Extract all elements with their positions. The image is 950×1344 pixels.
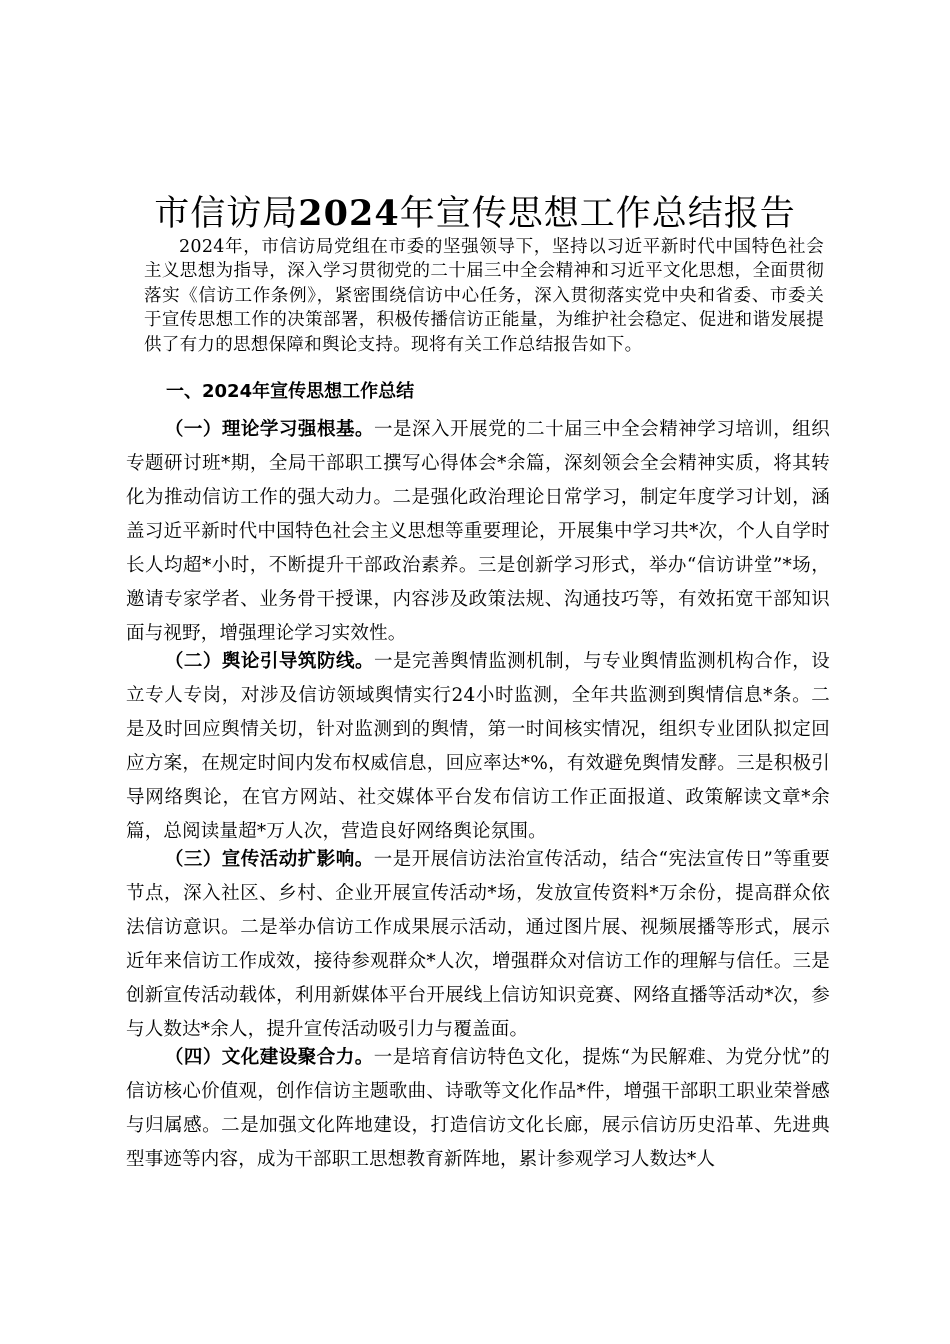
intro-paragraph: 2024年，市信访局党组在市委的坚强领导下，坚持以习近平新时代中国特色社会主义思想为指导，深入学习贯彻党的二十届三中全会精神和习近平文化思想，全面贯彻落实《信访工作条例》，紧密围绕信访中心任务，深入贯彻落实党中央和省委、市委关于宣传思想工作的决策部署，积极传播信访正能量，为维护社会稳定、促进和谐发展提供了有力的思想保障和舆论支持。现将有关工作总结报告如下。 <box>144 237 824 355</box>
section-lead-3: （三）宣传活动扩影响。 <box>164 849 374 870</box>
title-year: 2024 <box>298 193 400 235</box>
section-body-2: 一是完善舆情监测机制，与专业舆情监测机构合作，设立专人专岗，对涉及信访领域舆情实行24小时监测，全年共监测到舆情信息*条。二是及时回应舆情关切，针对监测到的舆情，第一时间核实情况，组织专业团队拟定回应方案，在规定时间内发布权威信息，回应率达*%，有效避免舆情发酵。三是积极引导网络舆论，在官方网站、社交媒体平台发布信访工作正面报道、政策解读文章*余篇，总阅读量超*万人次，营造良好网络舆论氛围。 <box>126 651 831 842</box>
title-prefix: 市信访局 <box>154 194 299 235</box>
section-paragraph-4 <box>126 1041 830 1177</box>
section-body-4: 一是培育信访特色文化，提炼“为民解难、为党分忧”的信访核心价值观，创作信访主题歌曲、诗歌等文化作品*件，增强干部职工职业荣誉感与归属感。二是加强文化阵地建设，打造信访文化长廊，展示信访历史沿革、先进典型事迹等内容，成为干部职工思想教育新阵地，累计参观学习人数达*人 <box>126 1047 830 1170</box>
section-lead-4: （四）文化建设聚合力。 <box>164 1047 374 1068</box>
section-heading: 一、2024年宣传思想工作总结 <box>166 381 415 402</box>
section-lead-1: （一）理论学习强根基。 <box>164 419 374 440</box>
document-title <box>0 189 950 239</box>
section-paragraph-3 <box>126 843 830 1047</box>
section-paragraph-2 <box>126 645 830 849</box>
title-suffix: 年宣传思想工作总结报告 <box>399 194 796 235</box>
section-lead-2: （二）舆论引导筑防线。 <box>164 651 374 672</box>
section-body-1: 一是深入开展党的二十届三中全会精神学习培训，组织专题研讨班*期，全局干部职工撰写心得体会*余篇，深刻领会全会精神实质，将其转化为推动信访工作的强大动力。二是强化政治理论日常学习，制定年度学习计划，涵盖习近平新时代中国特色社会主义思想等重要理论，开展集中学习共*次，个人自学时长人均超*小时，不断提升干部政治素养。三是创新学习形式，举办“信访讲堂”*场，邀请专家学者、业务骨干授课，内容涉及政策法规、沟通技巧等，有效拓宽干部知识面与视野，增强理论学习实效性。 <box>126 419 831 644</box>
section-body-3: 一是开展信访法治宣传活动，结合“宪法宣传日”等重要节点，深入社区、乡村、企业开展宣传活动*场，发放宣传资料*万余份，提高群众依法信访意识。二是举办信访工作成果展示活动，通过图片展、视频展播等形式，展示近年来信访工作成效，接待参观群众*人次，增强群众对信访工作的理解与信任。三是创新宣传活动载体，利用新媒体平台开展线上信访知识竞赛、网络直播等活动*次，参与人数达*余人，提升宣传活动吸引力与覆盖面。 <box>126 849 830 1040</box>
section-paragraph-1 <box>126 413 830 651</box>
